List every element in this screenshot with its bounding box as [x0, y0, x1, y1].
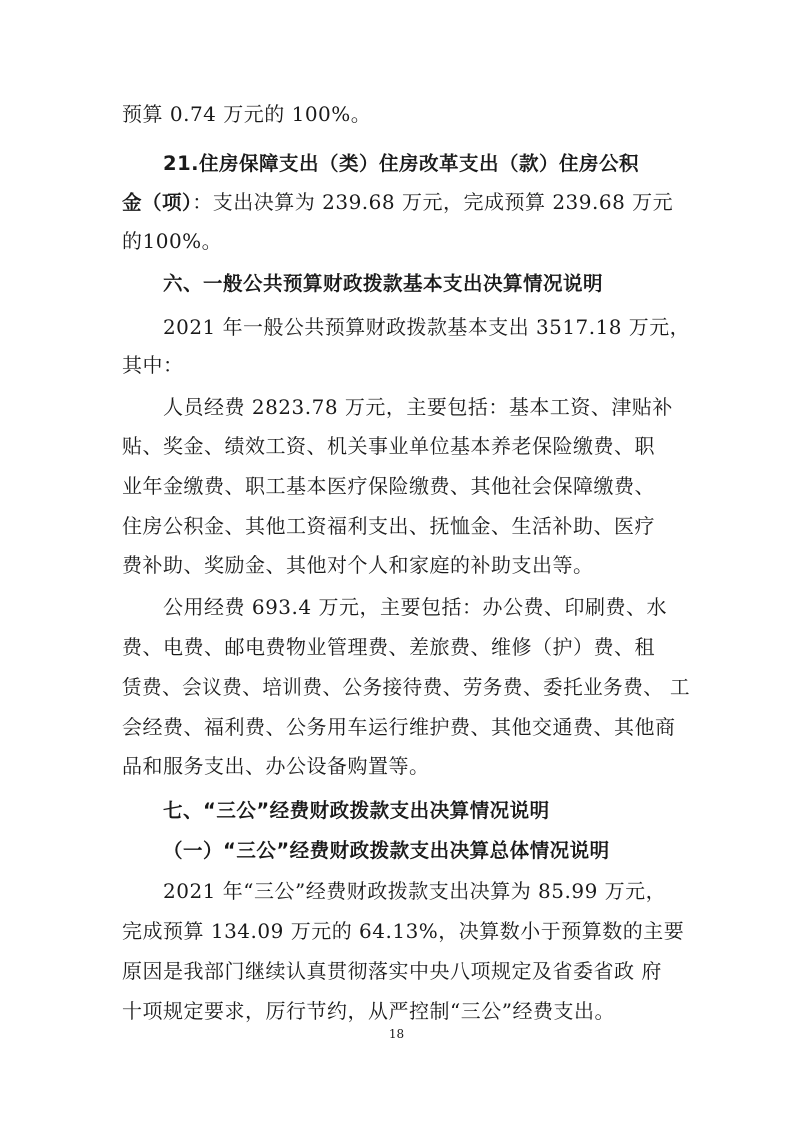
text-line: 2021 年一般公共预算财政拨款基本支出 3517.18 万元，	[163, 315, 691, 339]
text-line: 会经费、福利费、公务用车运行维护费、其他交通费、其他商	[122, 715, 676, 739]
text-line: 费、电费、邮电费物业管理费、差旅费、维修（护）费、租	[122, 635, 655, 659]
text-span: ：支出决算为 239.68 万元，完成预算 239.68 万元	[192, 190, 674, 214]
section-heading: 七、“三公”经费财政拨款支出决算情况说明	[163, 799, 550, 822]
text-line: 费补助、奖励金、其他对个人和家庭的补助支出等。	[122, 553, 594, 577]
text-line: 业年金缴费、职工基本医疗保险缴费、其他社会保障缴费、	[122, 474, 655, 498]
text-line: 赁费、会议费、培训费、公务接待费、劳务费、委托业务费、 工	[122, 675, 691, 699]
page-number: 18	[388, 1027, 405, 1041]
text-line: 品和服务支出、办公设备购置等。	[122, 754, 430, 778]
text-line: 的100%。	[122, 229, 223, 253]
text-line: 原因是我部门继续认真贯彻落实中央八项规定及省委省政 府	[122, 959, 662, 983]
section-heading: 21.住房保障支出（类）住房改革支出（款）住房公积	[163, 152, 640, 175]
text-line	[122, 188, 673, 217]
text-line: 预算 0.74 万元的 100%。	[122, 102, 372, 126]
text-line: 其中：	[122, 353, 184, 377]
text-line: 住房公积金、其他工资福利支出、抚恤金、生活补助、医疗	[122, 514, 655, 538]
section-heading: 六、一般公共预算财政拨款基本支出决算情况说明	[163, 272, 604, 295]
subsection-heading: （一）“三公”经费财政拨款支出决算总体情况说明	[163, 839, 610, 862]
text-line: 2021 年“三公”经费财政拨款支出决算为 85.99 万元，	[163, 879, 667, 903]
text-line: 人员经费 2823.78 万元，主要包括：基本工资、津贴补	[163, 395, 673, 419]
section-heading-continued: 金（项）	[122, 191, 193, 214]
text-line: 十项规定要求，厉行节约，从严控制“三公”经费支出。	[122, 999, 615, 1023]
text-line: 公用经费 693.4 万元，主要包括：办公费、印刷费、水	[163, 595, 667, 619]
text-line: 贴、奖金、绩效工资、机关事业单位基本养老保险缴费、职	[122, 434, 655, 458]
text-line: 完成预算 134.09 万元的 64.13%，决算数小于预算数的主要	[122, 919, 685, 943]
